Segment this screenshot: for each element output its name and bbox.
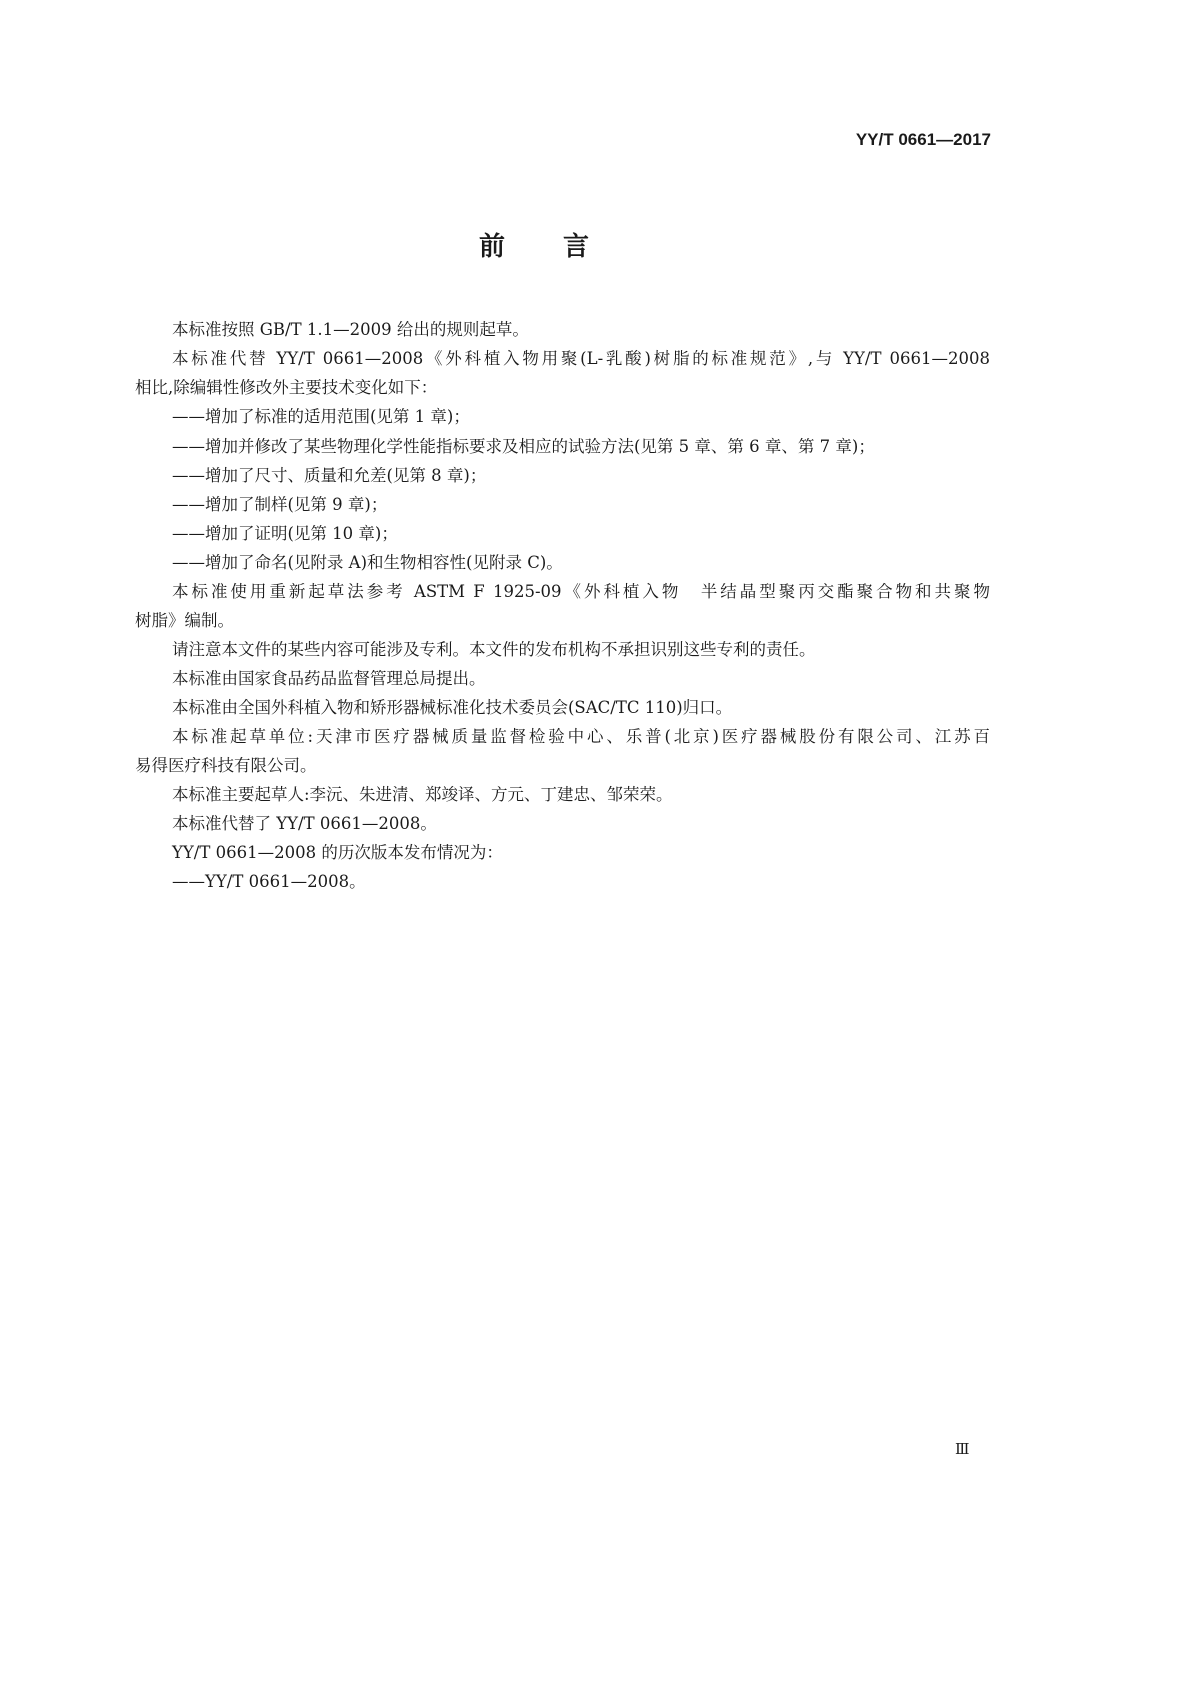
list-item: ——增加并修改了某些物理化学性能指标要求及相应的试验方法(见第 5 章、第 6 章、第 7 章)； xyxy=(172,437,875,456)
page-number: Ⅲ xyxy=(955,1440,970,1458)
list-item: ——增加了尺寸、质量和允差(见第 8 章)； xyxy=(172,466,487,485)
paragraph-line: 请注意本文件的某些内容可能涉及专利。本文件的发布机构不承担识别这些专利的责任。 xyxy=(172,640,816,659)
paragraph-line: 本标准主要起草人:李沅、朱进清、郑竣译、方元、丁建忠、邹荣荣。 xyxy=(172,785,673,804)
paragraph-line: YY/T 0661—2008 的历次版本发布情况为： xyxy=(172,843,503,862)
paragraph-line: 易得医疗科技有限公司。 xyxy=(135,756,317,775)
list-item: ——增加了标准的适用范围(见第 1 章)； xyxy=(172,407,470,426)
standard-number-header: YY/T 0661—2017 xyxy=(855,130,991,149)
paragraph-line: 本标准起草单位:天津市医疗器械质量监督检验中心、乐普(北京)医疗器械股份有限公司、江苏百 xyxy=(172,727,990,746)
list-item: ——增加了证明(见第 10 章)； xyxy=(172,524,398,543)
paragraph-line: 本标准由全国外科植入物和矫形器械标准化技术委员会(SAC/TC 110)归口。 xyxy=(172,698,733,717)
paragraph-line: 树脂》编制。 xyxy=(135,611,234,630)
list-item: ——增加了命名(见附录 A)和生物相容性(见附录 C)。 xyxy=(172,553,563,572)
paragraph-line: 本标准使用重新起草法参考 ASTM F 1925-09《外科植入物 半结晶型聚丙交酯聚合物和共聚物 xyxy=(172,582,990,601)
paragraph-line: 本标准由国家食品药品监督管理总局提出。 xyxy=(172,669,486,688)
paragraph-line: 本标准代替了 YY/T 0661—2008。 xyxy=(172,814,437,833)
page-title: 前言 xyxy=(478,232,647,262)
paragraph-line: 本标准按照 GB/T 1.1—2009 给出的规则起草。 xyxy=(172,320,529,339)
list-item: ——YY/T 0661—2008。 xyxy=(172,872,366,891)
list-item: ——增加了制样(见第 9 章)； xyxy=(172,495,388,514)
paragraph-line: 本标准代替 YY/T 0661—2008《外科植入物用聚(L-乳酸)树脂的标准规范》,与 YY/T 0661—2008 xyxy=(172,349,990,368)
paragraph-line: 相比,除编辑性修改外主要技术变化如下： xyxy=(135,378,438,397)
